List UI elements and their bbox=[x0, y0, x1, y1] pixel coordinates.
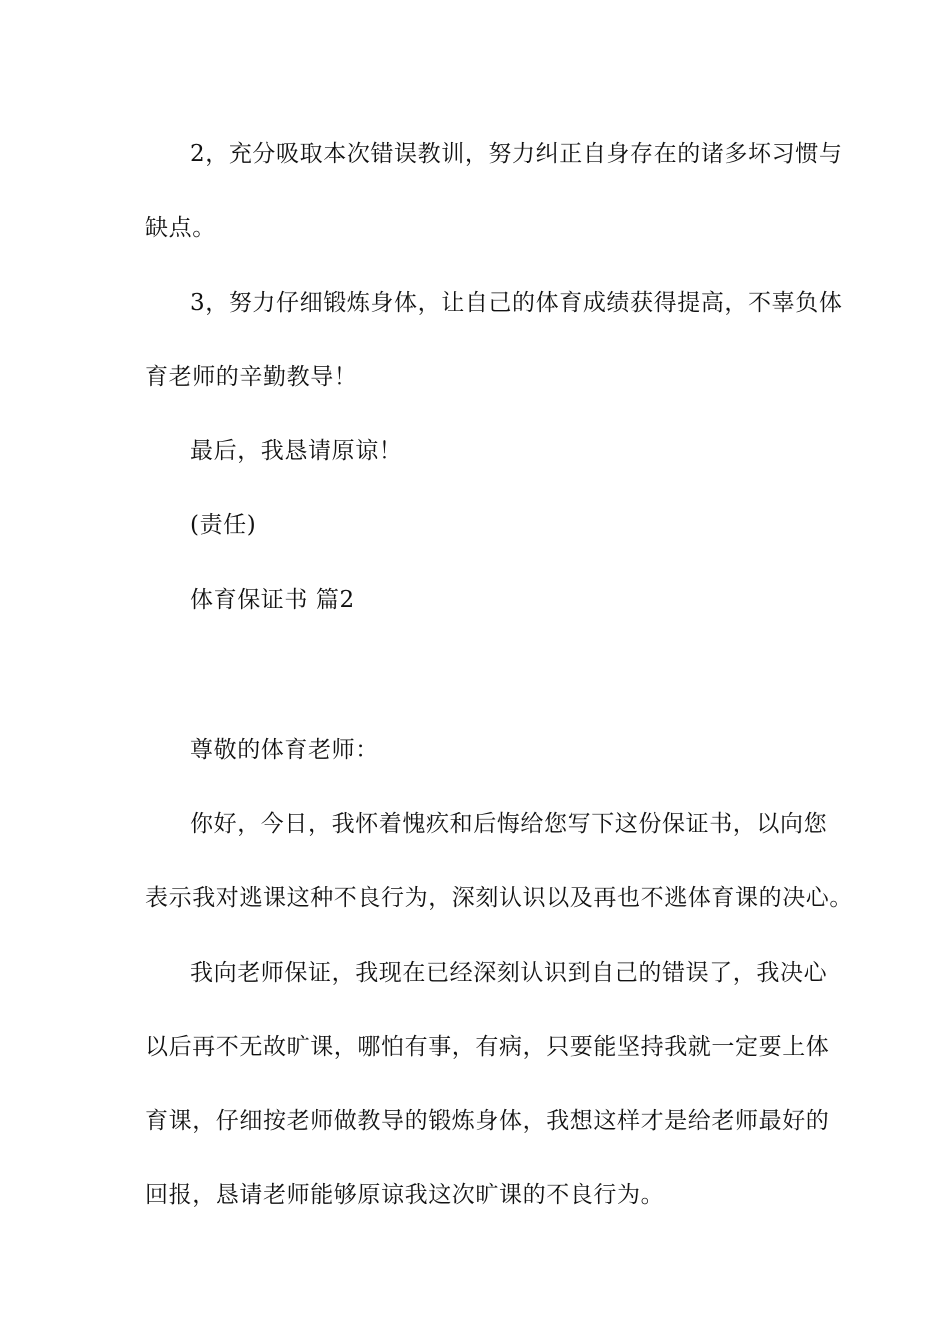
paragraph-line: 最后，我恳请原谅！ bbox=[190, 438, 403, 464]
paragraph-line: 2，充分吸取本次错误教训，努力纠正自身存在的诸多坏习惯与 bbox=[190, 141, 843, 167]
paragraph-line: 育课，仔细按老师做教导的锻炼身体，我想这样才是给老师最好的 bbox=[145, 1108, 830, 1134]
section-heading: 体育保证书 篇2 bbox=[190, 587, 355, 613]
paragraph-line: 表示我对逃课这种不良行为，深刻认识以及再也不逃体育课的决心。 bbox=[145, 885, 853, 911]
paragraph-line: 我向老师保证，我现在已经深刻认识到自己的错误了，我决心 bbox=[190, 960, 828, 986]
paragraph-line: (责任) bbox=[190, 512, 257, 538]
paragraph-line: 3，努力仔细锻炼身体，让自己的体育成绩获得提高，不辜负体 bbox=[190, 290, 843, 316]
paragraph-line: 你好，今日，我怀着愧疚和后悔给您写下这份保证书，以向您 bbox=[190, 811, 828, 837]
salutation: 尊敬的体育老师： bbox=[190, 737, 379, 763]
paragraph-line: 回报，恳请老师能够原谅我这次旷课的不良行为。 bbox=[145, 1182, 665, 1208]
paragraph-line: 以后再不无故旷课，哪怕有事，有病，只要能坚持我就一定要上体 bbox=[145, 1034, 830, 1060]
paragraph-line: 缺点。 bbox=[145, 215, 216, 241]
paragraph-line: 育老师的辛勤教导！ bbox=[145, 364, 358, 390]
